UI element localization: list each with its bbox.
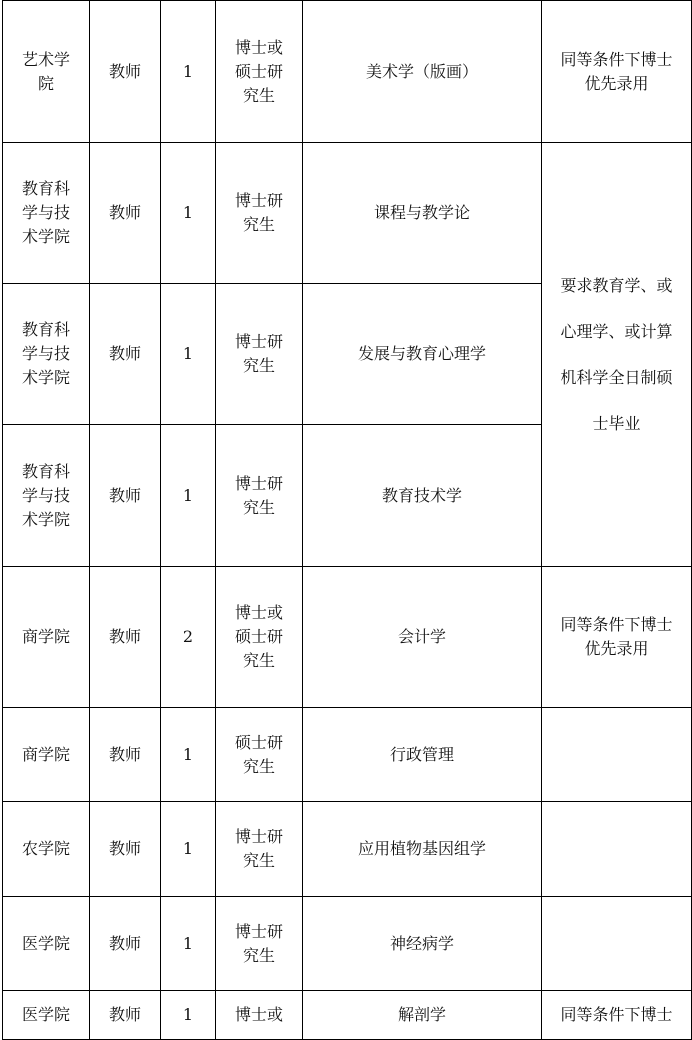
degree-line: 博士或 (234, 37, 283, 57)
major-cell: 教育技术学 (303, 425, 542, 567)
college-line: 农学院 (21, 839, 70, 858)
degree-line: 博士研 (234, 191, 283, 210)
major-cell: 发展与教育心理学 (303, 284, 542, 425)
college-cell (3, 897, 90, 991)
recruitment-table (2, 0, 692, 1040)
college-line: 教育科 (21, 179, 70, 198)
major-cell: 课程与教学论 (303, 143, 542, 284)
college-line: 教育科 (21, 461, 70, 481)
degree-cell (216, 1, 303, 143)
major-cell: 应用植物基因组学 (303, 802, 542, 897)
degree-line: 博士研 (234, 827, 283, 846)
degree-line: 博士或 (234, 603, 283, 622)
table-row (3, 708, 692, 802)
table-row (3, 567, 692, 708)
major-cell: 美术学（版画） (303, 1, 542, 143)
degree-line: 究生 (242, 356, 275, 375)
college-line: 艺术学 (21, 49, 70, 69)
college-line: 医学院 (21, 1005, 70, 1024)
position-cell: 教师 (90, 425, 161, 567)
note-cell (542, 567, 692, 708)
count-cell: 1 (161, 1, 216, 143)
college-cell (3, 802, 90, 897)
college-cell (3, 284, 90, 425)
table-row (3, 1, 692, 143)
count-cell: 1 (161, 143, 216, 284)
degree-line: 究生 (242, 945, 275, 965)
college-line: 院 (37, 73, 54, 93)
college-line: 学与技 (21, 344, 70, 363)
note-cell (542, 1, 692, 143)
position-cell: 教师 (90, 897, 161, 991)
college-cell (3, 708, 90, 802)
position-cell: 教师 (90, 991, 161, 1040)
degree-line: 硕士研 (234, 732, 283, 752)
degree-line: 硕士研 (234, 61, 283, 81)
degree-cell (216, 708, 303, 802)
degree-line: 博士研 (234, 332, 283, 351)
major-cell: 解剖学 (303, 991, 542, 1040)
college-line: 术学院 (21, 509, 70, 529)
college-line: 商学院 (21, 627, 70, 646)
college-line: 术学院 (21, 368, 70, 387)
degree-cell (216, 991, 303, 1040)
note-line: 同等条件下博士 (560, 49, 673, 69)
college-cell (3, 425, 90, 567)
position-cell: 教师 (90, 284, 161, 425)
note-line: 优先录用 (584, 73, 649, 93)
degree-line: 究生 (242, 215, 275, 234)
degree-line: 究生 (242, 85, 275, 105)
position-cell: 教师 (90, 802, 161, 897)
position-cell: 教师 (90, 143, 161, 284)
count-cell: 1 (161, 897, 216, 991)
degree-cell (216, 143, 303, 284)
college-line: 医学院 (21, 933, 70, 953)
college-cell (3, 1, 90, 143)
college-line: 术学院 (21, 227, 70, 246)
note-line: 优先录用 (584, 639, 649, 658)
college-line: 商学院 (21, 744, 70, 764)
degree-line: 博士研 (234, 921, 283, 941)
degree-line: 博士研 (234, 473, 283, 493)
note-cell (542, 708, 692, 802)
count-cell: 1 (161, 991, 216, 1040)
note-line: 心理学、或计算 (560, 321, 673, 341)
major-cell: 神经病学 (303, 897, 542, 991)
college-line: 学与技 (21, 485, 70, 505)
degree-line: 究生 (242, 651, 275, 670)
major-cell: 行政管理 (303, 708, 542, 802)
college-cell (3, 991, 90, 1040)
note-line: 同等条件下博士 (560, 1005, 673, 1024)
degree-cell (216, 567, 303, 708)
merged-note-cell (542, 143, 692, 567)
degree-line: 究生 (242, 756, 275, 776)
note-line: 要求教育学、或 (560, 275, 673, 295)
position-cell: 教师 (90, 708, 161, 802)
note-line: 机科学全日制硕 (560, 367, 673, 387)
table-row (3, 802, 692, 897)
note-cell (542, 991, 692, 1040)
note-cell (542, 897, 692, 991)
college-line: 学与技 (21, 203, 70, 222)
note-line: 士毕业 (592, 413, 641, 433)
note-cell (542, 802, 692, 897)
count-cell: 1 (161, 425, 216, 567)
degree-line: 究生 (242, 497, 275, 517)
major-cell: 会计学 (303, 567, 542, 708)
college-line: 教育科 (21, 320, 70, 339)
position-cell: 教师 (90, 1, 161, 143)
note-line: 同等条件下博士 (560, 615, 673, 634)
table-row (3, 897, 692, 991)
college-cell (3, 567, 90, 708)
table-row (3, 991, 692, 1040)
degree-cell (216, 425, 303, 567)
position-cell: 教师 (90, 567, 161, 708)
degree-cell (216, 284, 303, 425)
count-cell: 2 (161, 567, 216, 708)
count-cell: 1 (161, 802, 216, 897)
degree-cell (216, 802, 303, 897)
count-cell: 1 (161, 284, 216, 425)
count-cell: 1 (161, 708, 216, 802)
table-row (3, 143, 692, 284)
degree-line: 博士或 (234, 1005, 283, 1024)
college-cell (3, 143, 90, 284)
degree-line: 硕士研 (234, 627, 283, 646)
degree-line: 究生 (242, 851, 275, 870)
degree-cell (216, 897, 303, 991)
